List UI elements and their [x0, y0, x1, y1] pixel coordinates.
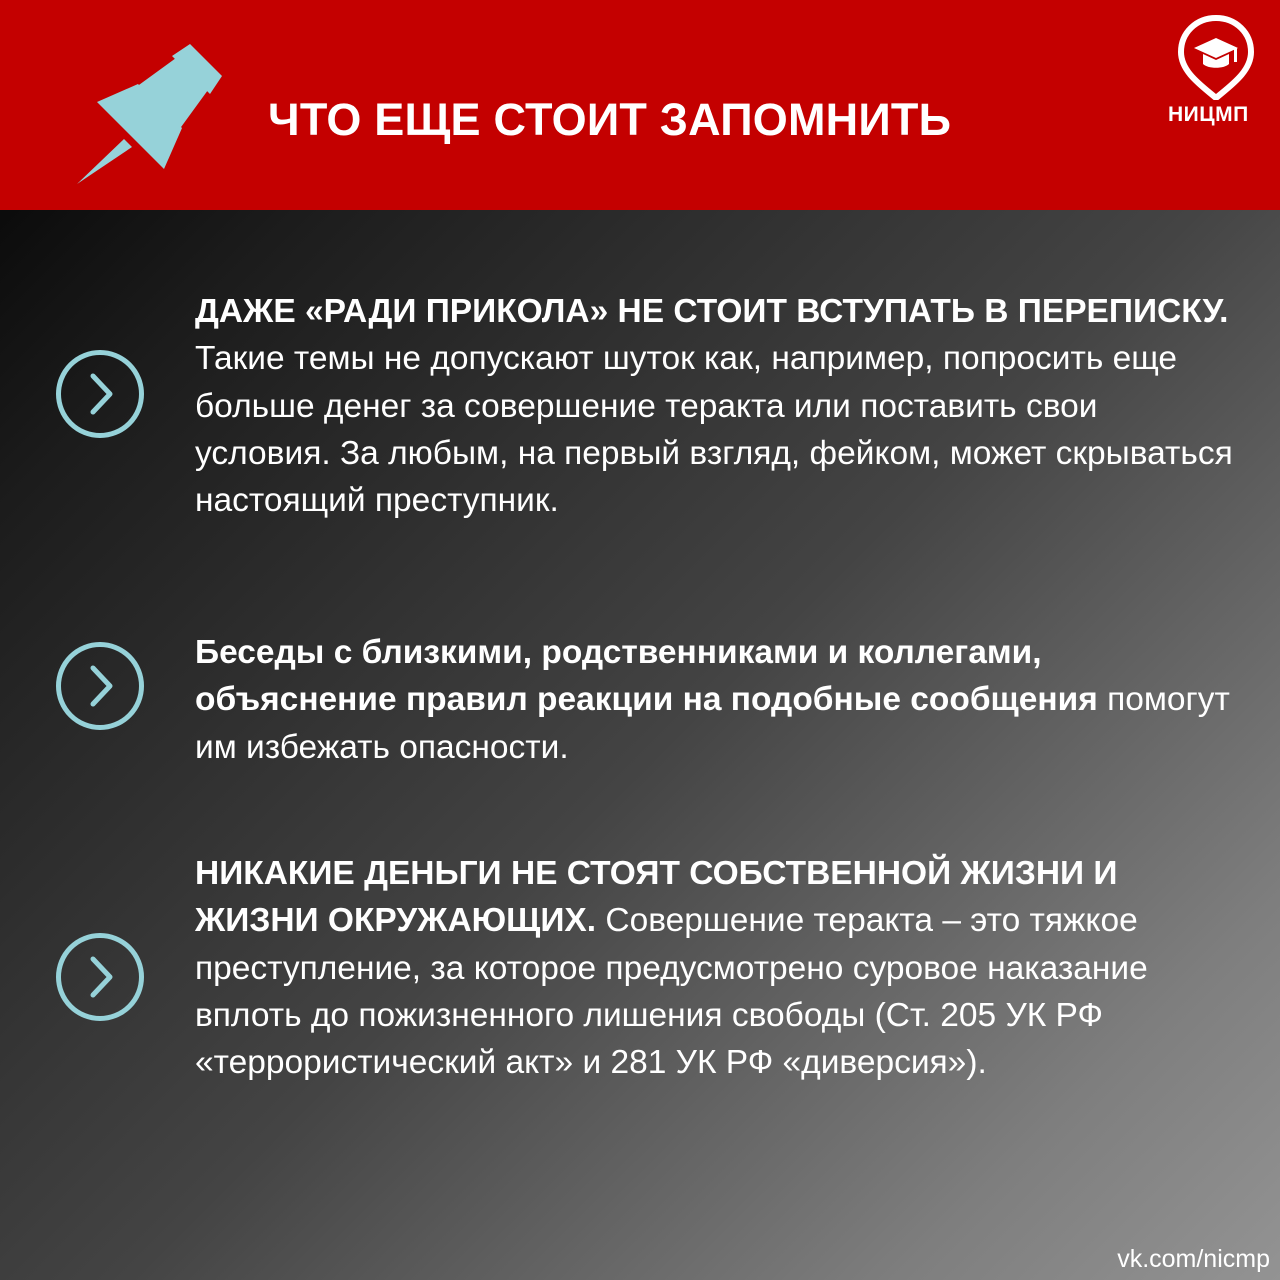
list-item	[195, 850, 1235, 1086]
item-text: помогут им избежать опасности.	[195, 681, 1230, 766]
graduation-cap-location-pin-icon	[1176, 14, 1256, 100]
chevron-right-icon	[55, 641, 145, 731]
list-item	[195, 629, 1235, 771]
footer-link[interactable]: vk.com/nicmp	[1117, 1245, 1270, 1273]
page-title: ЧТО ЕЩЕ СТОИТ ЗАПОМНИТЬ	[268, 94, 952, 145]
item-heading: Беседы с близкими, родственниками и коллегами, объяснение правил реакции на подобные сообщения	[195, 634, 1098, 719]
chevron-right-icon	[55, 932, 145, 1022]
pushpin-icon	[72, 44, 222, 186]
item-text: Такие темы не допускают шуток как, например, попросить еще больше денег за совершение теракта или поставить свои условия. За любым, на первый взгляд, фейком, может скрываться настоящий преступник.	[195, 340, 1233, 520]
item-heading: НИКАКИЕ ДЕНЬГИ НЕ СТОЯТ СОБСТВЕННОЙ ЖИЗНИ И ЖИЗНИ ОКРУЖАЮЩИХ.	[195, 855, 1118, 940]
item-heading: ДАЖЕ «РАДИ ПРИКОЛА» НЕ СТОИТ ВСТУПАТЬ В ПЕРЕПИСКУ.	[195, 293, 1229, 330]
list-item	[195, 288, 1235, 524]
chevron-right-icon	[55, 349, 145, 439]
logo-text: НИЦМП	[1168, 103, 1249, 126]
item-text: Совершение теракта – это тяжкое преступление, за которое предусмотрено суровое наказание вплоть до пожизненного лишения свободы (Ст. 205 УК РФ «террористический акт» и 281 УК РФ «диверсия»).	[195, 902, 1148, 1082]
header-banner	[0, 0, 1280, 210]
